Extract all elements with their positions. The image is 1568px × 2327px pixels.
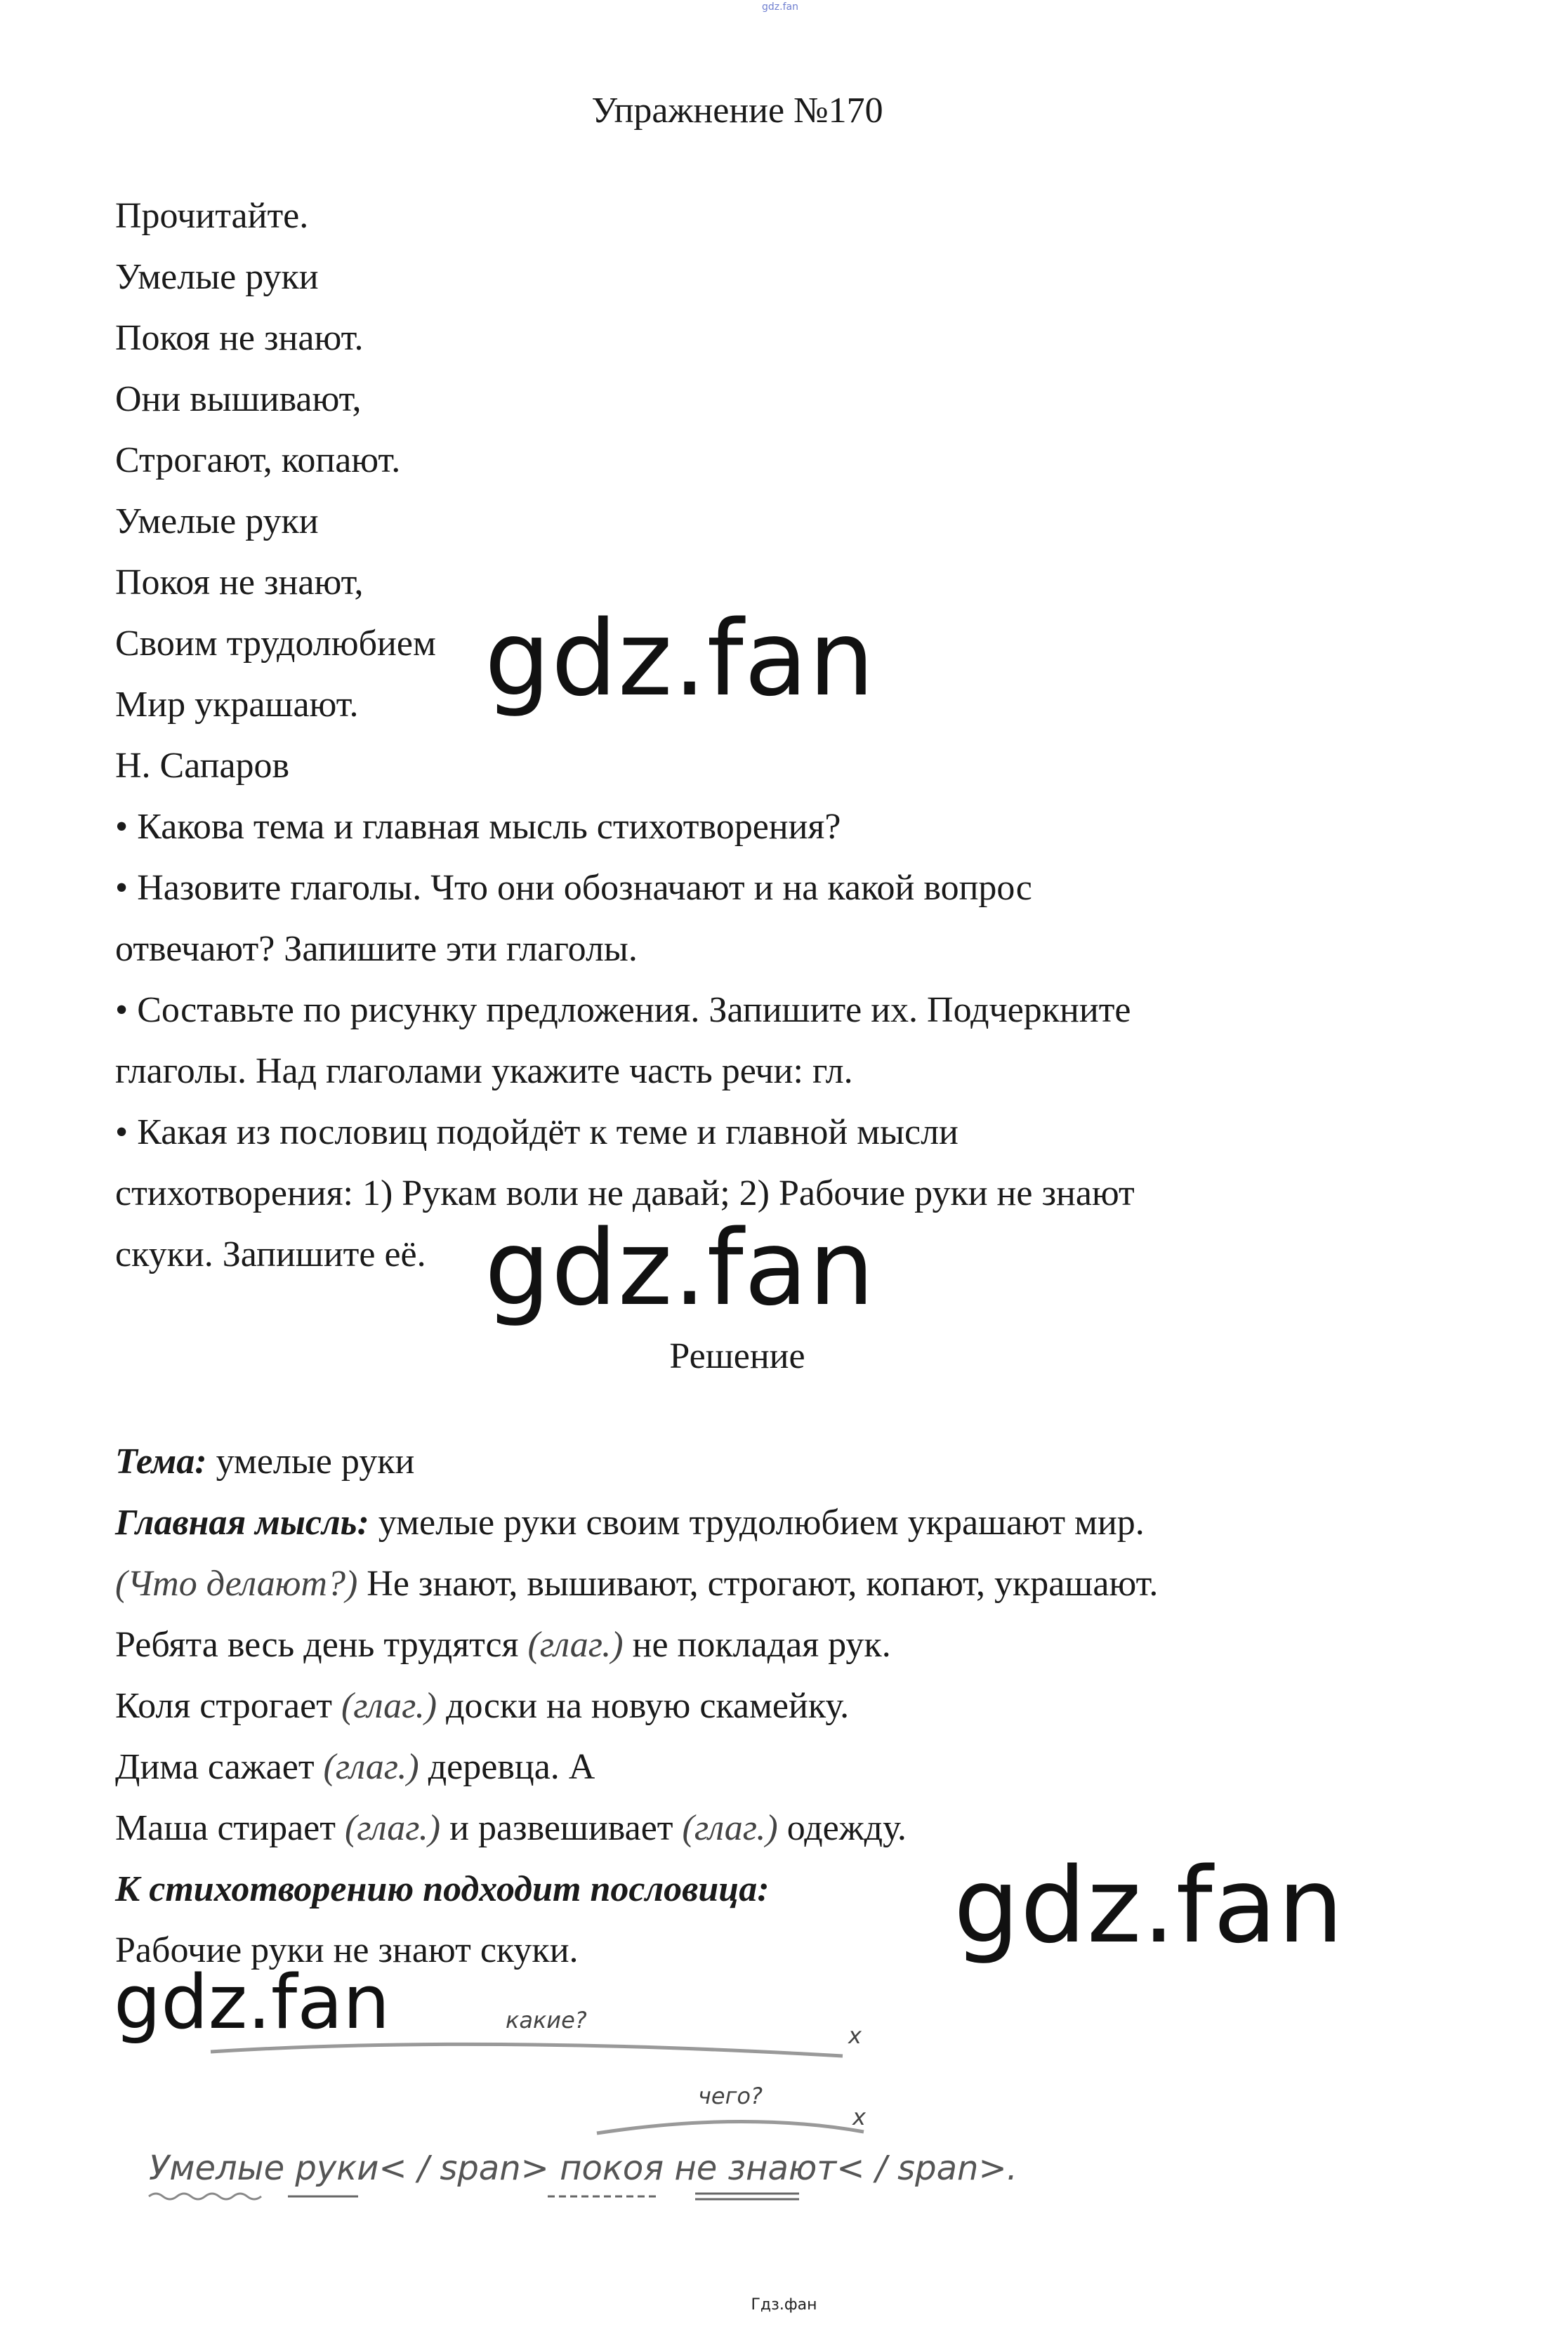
poem-author: Н. Сапаров [115, 746, 290, 786]
theme-text: умелые руки [206, 1442, 415, 1482]
main-idea-text: умелые руки своим трудолюбием украшают мир. [369, 1503, 1145, 1543]
poem-line: Строгают, копают. [115, 440, 401, 480]
poem-line: Умелые руки [115, 257, 319, 297]
verbs-list: Не знают, вышивают, строгают, копают, украшают. [357, 1564, 1159, 1604]
sentence-text: не покладая рук. [623, 1625, 891, 1665]
scheme-arc-2 [597, 2121, 864, 2133]
sentence-text: и развешивает [440, 1808, 683, 1848]
task-question: • Назовите глаголы. Что они обозначают и на какой вопрос [115, 868, 1032, 908]
pos-mark: (глаг.) [341, 1686, 437, 1726]
scheme-question-2: чего? [698, 2083, 763, 2109]
pos-mark: (глаг.) [527, 1625, 624, 1665]
task-question: глаголы. Над глаголами укажите часть речи: гл. [115, 1051, 853, 1091]
sentence-1 [115, 1624, 891, 1666]
poem-line: Они вышивают, [115, 379, 362, 419]
task-question: отвечают? Запишите эти глаголы. [115, 929, 638, 969]
top-watermark: gdz.fan [762, 1, 798, 13]
main-idea-label: Главная мысль: [115, 1503, 369, 1543]
task-question: • Какая из пословиц подойдёт к теме и главной мысли [115, 1112, 958, 1152]
sentence-text: Коля строгает [115, 1686, 341, 1726]
poem-line: Мир украшают. [115, 685, 359, 725]
poem-line: Покоя не знают, [115, 562, 364, 602]
sentence-3 [115, 1746, 595, 1788]
task-question: • Какова тема и главная мысль стихотворения? [115, 807, 841, 847]
watermark: gdz.fan [114, 1959, 390, 2045]
task-question: • Составьте по рисунку предложения. Запишите их. Подчеркните [115, 990, 1131, 1030]
footer-text: Гдз.фан [751, 2296, 817, 2314]
theme-label: Тема: [115, 1442, 207, 1482]
verbs-line [115, 1563, 1158, 1605]
poem-line: Умелые руки [115, 501, 319, 541]
proverb-text: Рабочие руки не знают скуки. [115, 1930, 579, 1970]
pos-mark: (глаг.) [682, 1808, 778, 1848]
solution-heading: Решение [669, 1336, 805, 1376]
sentence-4 [115, 1807, 907, 1850]
watermark: gdz.fan [954, 1845, 1345, 1966]
pos-mark: (глаг.) [323, 1747, 419, 1787]
verb-question: (Что делают?) [115, 1564, 358, 1604]
scheme-arc-1 [211, 2044, 843, 2056]
scheme-mark-1: x [848, 2022, 862, 2049]
exercise-title: Упражнение №170 [591, 91, 883, 131]
task-question: скуки. Запишите её. [115, 1234, 426, 1274]
sentence-text: Дима сажает [115, 1747, 324, 1787]
modifier-wavy-underline [149, 2194, 261, 2199]
pos-mark: (глаг.) [344, 1808, 441, 1848]
poem-line: Своим трудолюбием [115, 624, 436, 664]
sentence-text: деревца. А [419, 1747, 595, 1787]
sentence-text: Ребята весь день трудятся [115, 1625, 528, 1665]
task-line: Прочитайте. [115, 196, 309, 236]
scheme-mark-2: x [852, 2104, 866, 2130]
proverb-label: К стихотворению подходит пословица: [115, 1869, 770, 1909]
watermark: gdz.fan [485, 1208, 876, 1329]
sentence-text: Маша стирает [115, 1808, 345, 1848]
scheme-question-1: какие? [506, 2007, 587, 2033]
sentence-2 [115, 1685, 849, 1727]
theme-line [115, 1441, 414, 1483]
main-idea-line [115, 1502, 1145, 1544]
sentence-text: доски на новую скамейку. [437, 1686, 850, 1726]
sentence-text: одежду. [777, 1808, 907, 1848]
scheme-sentence: Умелые руки< / span> покоя не знают< / span>. [149, 2149, 1017, 2188]
task-question: стихотворения: 1) Рукам воли не давай; 2) Рабочие руки не знают [115, 1173, 1135, 1213]
poem-line: Покоя не знают. [115, 318, 364, 358]
watermark: gdz.fan [485, 598, 876, 719]
proverb-label-line [115, 1868, 770, 1911]
